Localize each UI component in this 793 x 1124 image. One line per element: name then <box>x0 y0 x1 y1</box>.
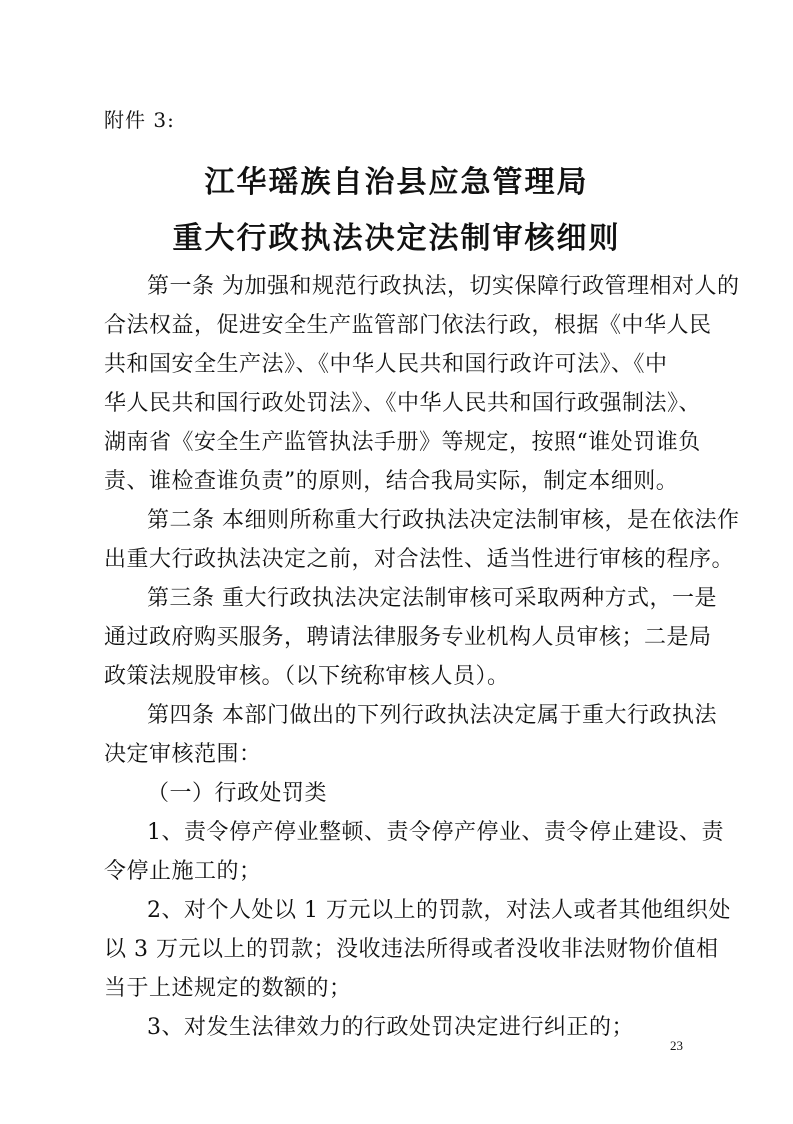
page-number: 23 <box>670 1038 683 1053</box>
section-heading: （一）行政处罚类 <box>147 781 328 806</box>
body-line: 湖南省《安全生产监管执法手册》等规定，按照“谁处罚谁负 <box>104 430 701 455</box>
body-line: 2、对个人处以 1 万元以上的罚款，对法人或者其他组织处 <box>147 898 731 923</box>
body-line: 决定审核范围： <box>104 742 262 767</box>
body-line: 当于上述规定的数额的； <box>104 976 352 1001</box>
document-title-line-1: 江华瑶族自治县应急管理局 <box>204 165 589 200</box>
body-line: 共和国安全生产法》、《中华人民共和国行政许可法》、《中 <box>104 352 668 377</box>
body-line: 3、对发生法律效力的行政处罚决定进行纠正的； <box>147 1015 634 1040</box>
body-line: 出重大行政执法决定之前，对合法性、适当性进行审核的程序。 <box>104 547 735 572</box>
body-line: 第一条 为加强和规范行政执法，切实保障行政管理相对人的 <box>147 274 740 299</box>
attachment-label: 附件 3: <box>104 108 175 132</box>
body-line: 通过政府购买服务，聘请法律服务专业机构人员审核；二是局 <box>104 625 712 650</box>
body-line: 责、谁检查谁负责”的原则，结合我局实际，制定本细则。 <box>104 469 679 494</box>
body-line: 1、责令停产停业整顿、责令停产停业、责令停止建设、责 <box>147 820 724 845</box>
body-line: 政策法规股审核。（以下统称审核人员）。 <box>104 664 510 689</box>
body-line: 第四条 本部门做出的下列行政执法决定属于重大行政执法 <box>147 703 717 728</box>
body-line: 以 3 万元以上的罚款；没收违法所得或者没收非法财物价值相 <box>104 937 719 962</box>
body-line: 第三条 重大行政执法决定法制审核可采取两种方式，一是 <box>147 586 717 611</box>
document-title-line-2: 重大行政执法决定法制审核细则 <box>172 221 621 256</box>
body-line: 令停止施工的； <box>104 859 262 884</box>
body-line: 合法权益，促进安全生产监管部门依法行政，根据《中华人民 <box>104 313 712 338</box>
body-line: 华人民共和国行政处罚法》、《中华人民共和国行政强制法》、 <box>104 391 702 416</box>
body-line: 第二条 本细则所称重大行政执法决定法制审核，是在依法作 <box>147 508 740 533</box>
